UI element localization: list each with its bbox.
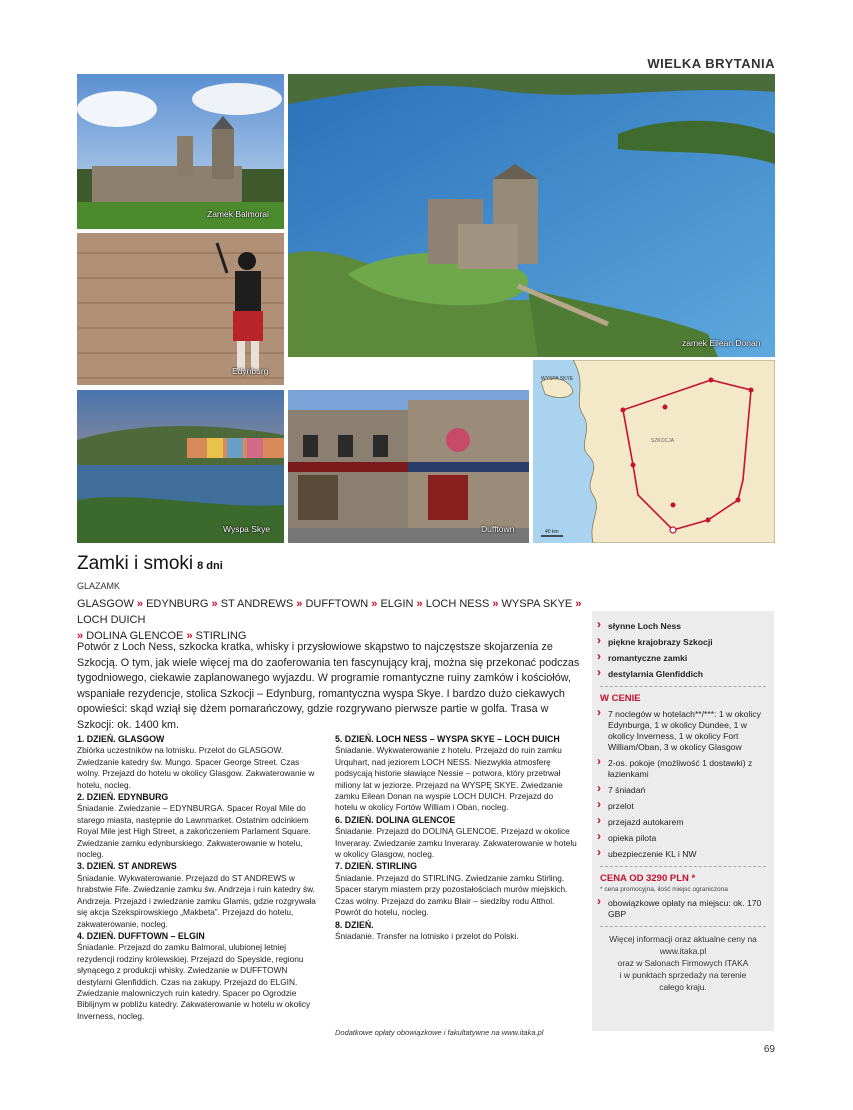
route-stop: DUFFTOWN (305, 598, 369, 610)
included-item: › opieka pilota (592, 833, 774, 844)
route-separator: » (575, 598, 582, 610)
day-text: Zbiórka uczestników na lotnisku. Przelot do GLASGOW. Zwiedzanie katedry św. Mungo. Spacer George Street. Czas wolny. Przejazd do hotelu w okolicy Glasgow. Zakwaterowanie w hotelu, nocleg. (77, 745, 315, 790)
included-item: › 7 noclegów w hotelach**/***: 1 w okolicy Edynburga, 1 w okolicy Dundee, 1 w okolicy Inverness, 1 w okolicy Fort William/Oban, 3 w okolicy Glasgow (592, 709, 774, 753)
map-scale: 40 km (545, 529, 559, 535)
tour-duration: 8 dni (197, 560, 223, 572)
included-item: › 7 śniadań (592, 785, 774, 796)
day-text: Śniadanie. Przejazd do STIRLING. Zwiedzanie zamku Stirling. Spacer starym miastem przy pozostałościach murów miejskich. Czas wolny. Przejazd do zamku Blair – siedziby rodu Atthol. Powrót do hotelu, nocleg. (335, 872, 568, 918)
day-place: LOCH NESS – WYSPA SKYE – LOCH DUICH (375, 734, 560, 744)
day-text: Śniadanie. Transfer na lotnisko i przelot do Polski. (335, 930, 519, 941)
photo-skye (77, 390, 284, 543)
photo-dufftown (288, 390, 529, 543)
day-1 (77, 734, 320, 791)
route-separator: » (136, 598, 144, 610)
page-number: 69 (763, 1044, 775, 1055)
divider (600, 926, 766, 927)
map-label-skye: WYSPA SKYE (541, 376, 574, 382)
route-stop: EDYNBURG (146, 598, 209, 610)
tour-title-text: Zamki i smoki (77, 553, 194, 574)
route-separator: » (211, 598, 218, 610)
route-separator: » (77, 630, 84, 642)
info-line: i w punktach sprzedaży na terenie (619, 970, 747, 980)
caption-dufftown: Dufftown (481, 524, 515, 534)
itinerary-column-right (335, 734, 578, 943)
highlight-item: › romantyczne zamki (592, 653, 774, 664)
more-info (592, 933, 774, 993)
highlight-item: › destylarnia Glenfiddich (592, 669, 774, 680)
day-place: DOLINA GLENCOE (375, 814, 456, 825)
route-stop: GLASGOW (77, 598, 134, 610)
included-item: › 2-os. pokoje (możliwość 1 dostawki) z łazienkami (592, 758, 774, 780)
info-line: całego kraju. (659, 982, 707, 992)
included-list (592, 709, 774, 860)
caption-edynburg: Edynburg (232, 366, 269, 376)
map-label-szkocja: SZKOCJA (651, 438, 675, 444)
price-label: CENA OD 3290 PLN * (600, 873, 696, 884)
info-line: oraz w Salonach Firmowych ITAKA (617, 958, 749, 968)
route-stop: LOCH DUICH (77, 614, 146, 626)
route-stop: ELGIN (380, 598, 414, 610)
info-line: Więcej informacji oraz aktualne ceny na (609, 934, 757, 944)
day-label: 2. DZIEŃ. (77, 792, 116, 803)
route-stop: ST ANDREWS (220, 598, 294, 610)
info-link[interactable]: www.itaka.pl (659, 946, 707, 956)
route-stop: LOCH NESS (425, 598, 490, 610)
photo-edynburg (77, 233, 284, 385)
day-label: 5. DZIEŃ. (335, 734, 374, 744)
route-stop: WYSPA SKYE (501, 598, 573, 610)
route-map (533, 360, 775, 543)
day-label: 7. DZIEŃ. (335, 861, 374, 872)
included-heading: W CENIE (600, 693, 641, 704)
photo-eilean-donan (288, 74, 775, 357)
divider (600, 866, 766, 867)
caption-skye: Wyspa Skye (223, 524, 271, 534)
highlight-item: › piękne krajobrazy Szkocji (592, 637, 774, 648)
day-place: GLASGOW (117, 734, 165, 744)
mandatory-fee: › obowiązkowe opłaty na miejscu: ok. 170 GBP (592, 898, 774, 920)
country-header: WIELKA BRYTANIA (647, 56, 775, 71)
caption-eilean-donan: zamek Eilean Donan (682, 338, 761, 348)
day-6 (335, 815, 578, 861)
highlights-list (592, 621, 774, 680)
day-label: 1. DZIEŃ. (77, 734, 116, 744)
day-label: 8. DZIEŃ. (335, 919, 374, 930)
day-text: Śniadanie. Zwiedzanie – EDYNBURGA. Spacer Royal Mile do starego miasta, następnie do Lawnmarket. Ostatnim odcinkiem Royal Mile jest High Street, a zakończeniem Parlament Square. Zwiedzanie zamku edynburskiego. Zakwaterowanie w hotelu, nocleg. (77, 803, 311, 860)
itinerary-column-left (77, 734, 320, 1023)
day-text: Śniadanie. Przejazd do DOLINĄ GLENCOE. Przejazd w okolice Inveraray. Zwiedzanie zamku Inveraray. Zakwaterowanie w hotelu w okolicy Glasgow, nocleg. (335, 826, 577, 860)
route-line (77, 596, 587, 644)
included-item: › przejazd autokarem (592, 817, 774, 828)
included-item: › ubezpieczenie KL i NW (592, 849, 774, 860)
day-7 (335, 861, 578, 918)
day-place: ST ANDREWS (117, 861, 177, 872)
day-text: Śniadanie. Przejazd do zamku Balmoral, ulubionej letniej rezydencji rodziny królewskiej. Przejazd do Speyside, regionu słynącego z produkcji whisky. Zwiedzanie w DUFFTOWN destylarni Glenfiddich. Czas na zakupy. Przejazd do ELGIN. Zwiedzanie malowniczych ruin katedry. Spacer po Ogrodzie Biblijnym w pobliżu katedry. Zakwaterowanie w hotelu w okolicy Inverness, nocleg. (77, 942, 311, 1021)
divider (600, 686, 766, 687)
highlight-item: › słynne Loch Ness (592, 621, 774, 632)
day-text: Śniadanie. Wykwaterowanie z hotelu. Przejazd do ruin zamku Urquhart, nad jeziorem LOCH NESS. Niezwykła atmosferę podsycają historie sławiące Nessie – potwora, który przetrwał miliony lat w jeziorze. Przejazd na WYSPĘ SKYE. Zwiedzanie zamku Eilean Donan na wyspie LOCH DUICH. Przejazd do hotelu w okolicy Fortów William i Oban, nocleg. (335, 745, 563, 813)
day-place: STIRLING (375, 861, 417, 872)
day-label: 3. DZIEŃ. (77, 861, 116, 872)
intro-paragraph: Potwór z Loch Ness, szkocka kratka, whisky i przysłowiowe skąpstwo to najczęstsze skojarzenia ze Szkocją. O tym, jak wiele więcej ma do zaoferowania ten fascynujący kraj, można się przekonać podczas tygodniowego, ciekawie zaplanowanego wyjazdu. W programie romantyczne ruiny zamków i kościołów, wspaniałe rezydencje, stolica Szkocji – Edynburg, romantyczna wyspa Skye. I bardzo dużo ciekawych opowieści: skąd wziął się dżem pomarańczowy, gdzie rozgrywano pierwsze partie w golfa. Trasa w Szkocji: ok. 1400 km. (77, 641, 580, 731)
day-text: Śniadanie. Wykwaterowanie. Przejazd do ST ANDREWS w hrabstwie Fife. Zwiedzanie zamku św. Andrzeja i ruin katedry św. Andrzeja. Przejazd i zwiedzanie zamku Glamis, gdzie rozgrywała się akcja Szekspirowskiego „Makbeta”. Przejazd do hotelu, zakwaterowanie, nocleg. (77, 872, 316, 929)
day-label: 4. DZIEŃ. (77, 930, 116, 941)
route-separator: » (296, 598, 303, 610)
route-separator: » (371, 598, 378, 610)
tour-title (77, 553, 223, 575)
included-item: › przelot (592, 801, 774, 812)
day-5 (335, 734, 578, 814)
price-note: * cena promocyjna, ilość miejsc ograniczona (600, 886, 728, 893)
fees-list (592, 898, 774, 920)
photo-balmoral (77, 74, 284, 229)
fees-footnote: Dodatkowe opłaty obowiązkowe i fakultatywne na www.itaka.pl (335, 1028, 544, 1037)
day-4 (77, 931, 320, 1022)
info-sidebar (592, 611, 774, 1031)
route-stop: DOLINA GLENCOE (86, 630, 184, 642)
day-place: DUFFTOWN – ELGIN (117, 930, 205, 941)
tour-code: GLAZAMK (77, 581, 121, 591)
caption-balmoral: Zamek Balmoral (207, 209, 269, 219)
day-place: EDYNBURG (117, 792, 169, 803)
day-label: 6. DZIEŃ. (335, 814, 374, 825)
route-separator: » (492, 598, 499, 610)
day-3 (77, 861, 320, 929)
day-2 (77, 792, 320, 860)
route-separator: » (416, 598, 423, 610)
route-stop: STIRLING (195, 630, 247, 642)
route-separator: » (186, 630, 193, 642)
day-8 (335, 920, 578, 943)
